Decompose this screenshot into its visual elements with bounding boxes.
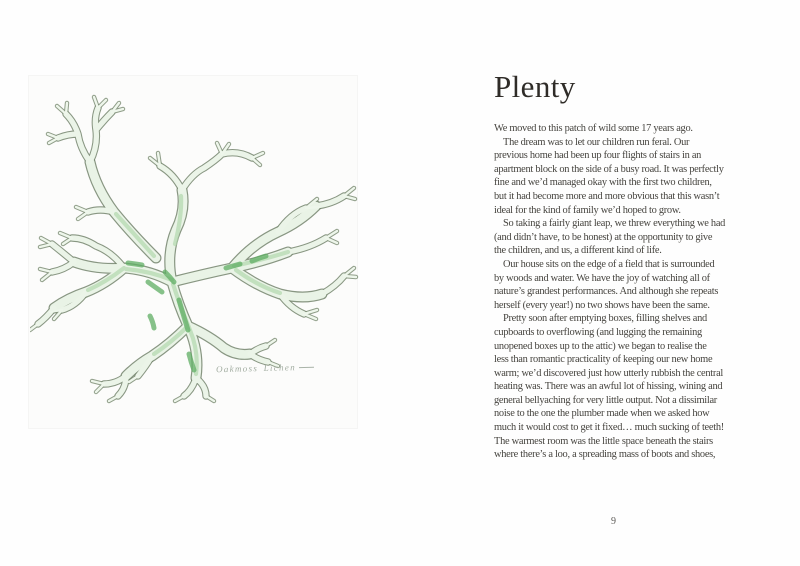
caption-text: Oakmoss Lichen (215, 362, 297, 375)
text-line: warm; we’d discovered just how utterly rubbish the central (494, 367, 724, 379)
text-line: fine and we’d managed okay with the first two children, (494, 177, 712, 189)
paragraph (494, 217, 725, 258)
text-line: We moved to this patch of wild some 17 years ago. (494, 123, 693, 134)
chapter-title: Plenty (494, 69, 576, 104)
text-line: herself (every year!) no two shows have been the same. (494, 299, 710, 311)
text-line: (and didn’t have, to be honest) at the opportunity to give (494, 231, 713, 243)
text-line: apartment block on the side of a busy road. It was perfectly (494, 163, 724, 175)
text-line: So taking a fairly giant leap, we threw everything we had (503, 218, 726, 230)
paragraph (494, 312, 725, 462)
text-line: Our house sits on the edge of a field that is surrounded (503, 258, 715, 270)
paragraph (494, 122, 725, 136)
text-line: previous home had been up four flights of stairs in an (494, 150, 702, 162)
text-line: The dream was to let our children run feral. Our (503, 136, 690, 148)
text-line: by woods and water. We have the joy of watching all of (494, 272, 710, 284)
paragraph (494, 258, 725, 312)
text-line: but it had become more and more obvious that this wasn’t (494, 190, 720, 202)
text-line: noise to the one the plumber made when we asked how (494, 408, 710, 420)
paragraph (494, 136, 725, 218)
text-line: much it would cost to get it fixed… much sucking of teeth! (494, 422, 724, 434)
body-text (494, 122, 725, 462)
caption-underline (299, 367, 314, 368)
text-line: cupboards to overflowing (and lugging the remaining (494, 326, 702, 338)
text-line: The warmest room was the little space beneath the stairs (494, 435, 713, 447)
text-line: less than romantic practicality of keeping our new home (494, 354, 713, 366)
text-line: the children, and us, a different kind of life. (494, 245, 662, 257)
text-line: Pretty soon after emptying boxes, filling shelves and (503, 313, 707, 325)
text-line: where there’s a loo, a spreading mass of boots and shoes, (494, 449, 716, 461)
page-number: 9 (611, 516, 616, 527)
text-line: unopened boxes up to the attic) we began to realise the (494, 340, 707, 352)
text-line: nature’s grandest performances. And although she repeats (494, 286, 719, 298)
text-line: heating was. There was an awful lot of hissing, wining and (494, 381, 723, 393)
oakmoss-lichen-illustration (30, 85, 360, 405)
text-line: general bellyaching for very little output. Not a dissimilar (494, 394, 717, 406)
text-line: ideal for the kind of family we’d hoped to grow. (494, 204, 681, 216)
